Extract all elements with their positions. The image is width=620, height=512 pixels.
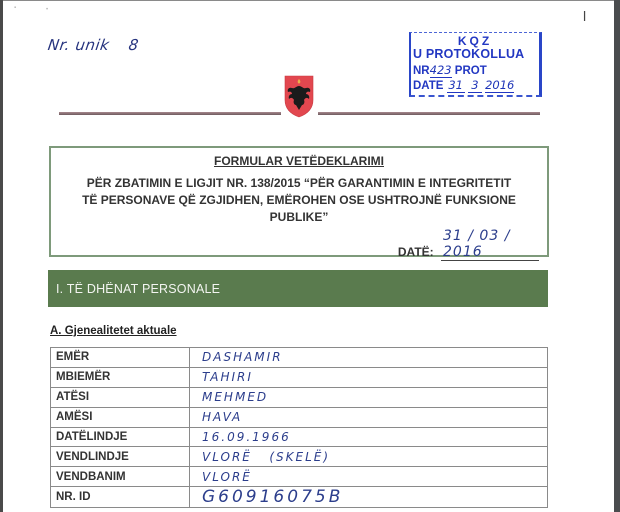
- stamp-nr-label: NR: [413, 65, 430, 77]
- stamp-date-year: 2016: [485, 78, 515, 92]
- stamp-date-month: 3: [468, 78, 482, 93]
- albanian-coat-of-arms-icon: [283, 72, 315, 118]
- form-title-box: [49, 146, 549, 260]
- field-value-birth-place: VLORË (SKELË): [190, 447, 548, 467]
- corner-mark: l: [583, 8, 587, 24]
- scan-speck: ▪: [14, 5, 17, 11]
- form-title: FORMULAR VETËDEKLARIMI: [214, 154, 384, 168]
- section-banner-personal-data: [48, 270, 548, 307]
- header-rule-left: [59, 112, 281, 115]
- field-label: VENDBANIM: [51, 467, 190, 487]
- stamp-date-label: DATE: [413, 80, 444, 92]
- viewer-scrollbar-gutter[interactable]: [614, 0, 620, 512]
- form-subtitle: PËR ZBATIMIN E LIGJIT NR. 138/2015 “PËR GARANTIMIN E INTEGRITETIT TË PERSONAVE QË ZGJIDHEN, EMËROHEN OSE USHTROJNË FUNKSIONE PUBLIKE”: [82, 176, 516, 224]
- field-label: NR. ID: [51, 487, 190, 508]
- table-row: [51, 387, 548, 407]
- field-label: AMËSI: [51, 407, 190, 427]
- unique-number-label: Nr. unik: [46, 36, 111, 54]
- table-row: [51, 447, 548, 467]
- header-rule-right: [318, 112, 540, 115]
- stamp-org: KQZ: [457, 34, 493, 48]
- unique-number-value: 8: [127, 36, 141, 54]
- field-label: VENDLINDJE: [51, 447, 190, 467]
- form-date-label: DATË:: [397, 245, 434, 259]
- field-label: MBIEMËR: [51, 367, 190, 387]
- stamp-nr-line: [413, 63, 487, 78]
- stamp-status: U PROTOKOLLUA: [413, 47, 525, 61]
- table-row: [51, 348, 548, 368]
- field-label: DATËLINDJE: [51, 427, 190, 447]
- stamp-date-line: [413, 78, 514, 93]
- field-value-mother-name: HAVA: [190, 407, 548, 427]
- section-title: I. TË DHËNAT PERSONALE: [56, 282, 221, 296]
- field-value-first-name: DASHAMIR: [190, 348, 548, 368]
- stamp-prot-label: PROT: [454, 65, 487, 77]
- form-date-value: 31 / 03 / 2016: [441, 228, 539, 261]
- field-value-birth-date: 16.09.1966: [190, 427, 548, 447]
- registration-stamp: [409, 32, 542, 97]
- scan-speck: •: [46, 7, 49, 13]
- field-value-residence: VLORË: [190, 467, 548, 487]
- personal-data-table: [50, 347, 548, 508]
- table-row: [51, 487, 548, 508]
- field-label: ATËSI: [51, 387, 190, 407]
- table-row: [51, 467, 548, 487]
- table-row: [51, 427, 548, 447]
- table-row: [51, 407, 548, 427]
- table-row: [51, 367, 548, 387]
- field-value-id-number: G60916075B: [190, 487, 548, 508]
- form-date-row: [398, 228, 539, 261]
- stamp-nr-value: 423: [429, 63, 452, 77]
- stamp-date-day: 31: [448, 78, 463, 92]
- handwritten-unique-number: [47, 36, 140, 54]
- field-label: EMËR: [51, 348, 190, 368]
- subsection-title: A. Gjenealitetet aktuale: [50, 325, 177, 337]
- field-value-surname: TAHIRI: [190, 367, 548, 387]
- field-value-father-name: MEHMED: [190, 387, 548, 407]
